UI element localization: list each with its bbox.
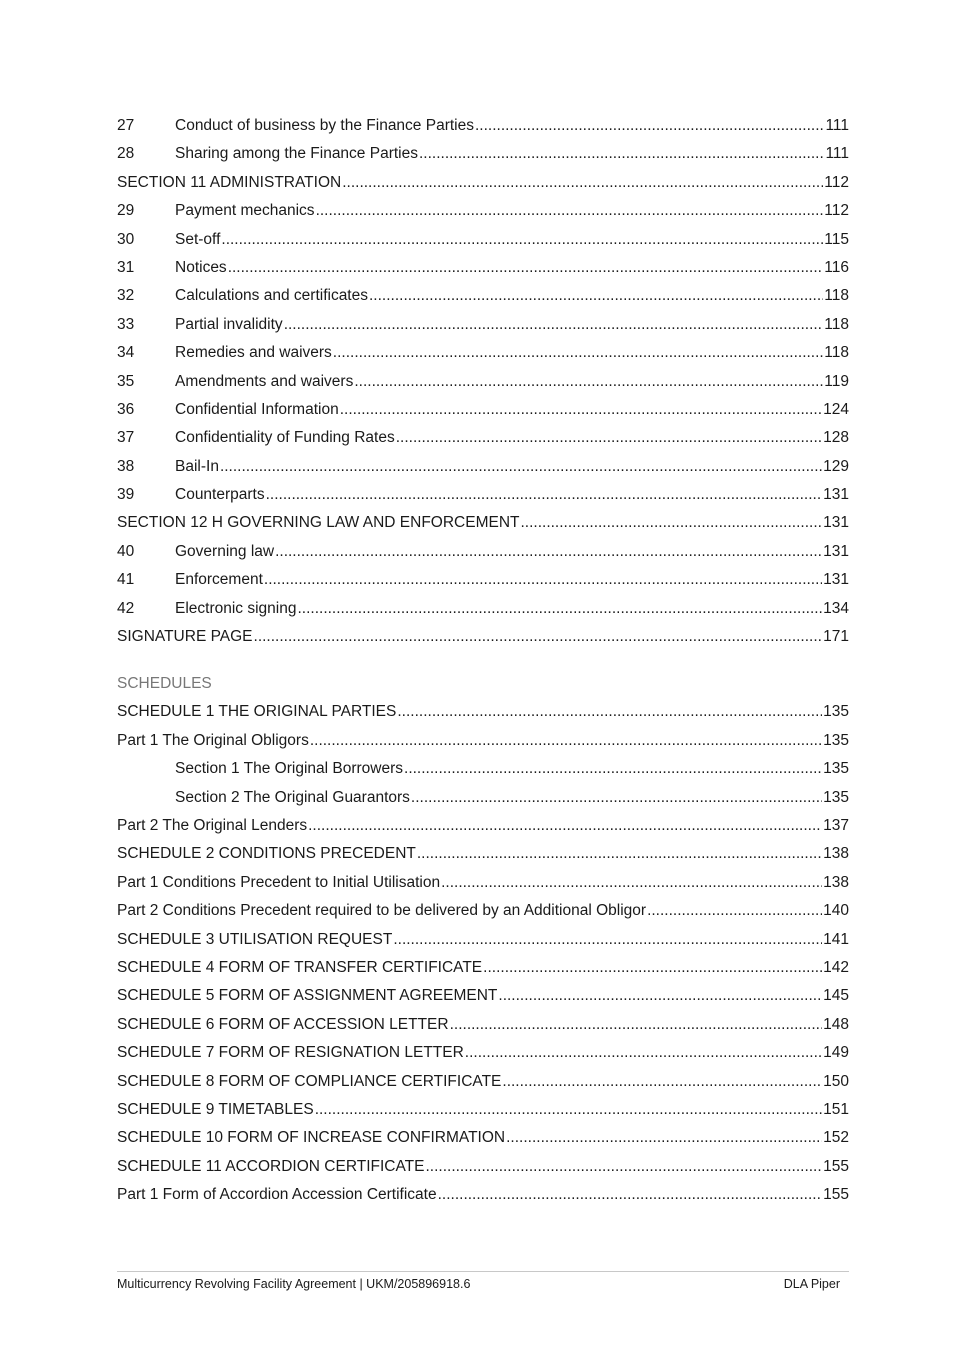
toc-entry-title: SECTION 12 H GOVERNING LAW AND ENFORCEMENT [117, 514, 520, 532]
toc-entry[interactable] [117, 595, 849, 623]
toc-entry[interactable] [117, 1153, 849, 1181]
toc-entry-number: 30 [117, 230, 135, 248]
toc-entry-number: 32 [117, 287, 135, 305]
toc-entry[interactable] [117, 982, 849, 1010]
toc-sections-list [117, 112, 849, 651]
toc-entry-page-number: 151 [823, 1100, 849, 1118]
toc-entry-title: Part 2 Conditions Precedent required to be delivered by an Additional Obligor [117, 902, 647, 920]
toc-entry-page-number: 138 [823, 845, 849, 863]
toc-entry[interactable] [117, 840, 849, 868]
toc-dot-leader [393, 926, 822, 954]
toc-dot-leader [465, 1039, 822, 1067]
toc-dot-leader [228, 254, 824, 282]
toc-entry-page-number: 118 [824, 344, 849, 362]
toc-entry-page-number: 149 [823, 1044, 849, 1062]
toc-entry-title: SCHEDULE 3 UTILISATION REQUEST [117, 930, 393, 948]
toc-entry-title: Calculations and certificates [175, 287, 368, 305]
toc-schedules-list [117, 698, 849, 1209]
toc-entry-page-number: 142 [823, 958, 849, 976]
toc-entry[interactable] [117, 926, 849, 954]
toc-entry-title: Part 1 Conditions Precedent to Initial Utilisation [117, 873, 441, 891]
toc-entry-title: Section 2 The Original Guarantors [175, 788, 410, 806]
toc-entry-page-number: 112 [824, 173, 849, 191]
toc-entry-title: Electronic signing [175, 599, 297, 617]
toc-dot-leader [266, 481, 823, 509]
toc-entry[interactable] [117, 339, 849, 367]
toc-dot-leader [498, 982, 822, 1010]
toc-entry-title: Counterparts [175, 486, 265, 504]
toc-entry-title: Section 1 The Original Borrowers [175, 760, 404, 778]
toc-entry-number: 33 [117, 315, 135, 333]
toc-entry[interactable] [117, 140, 849, 168]
toc-entry-page-number: 111 [825, 145, 849, 163]
toc-entry-page-number: 141 [823, 930, 849, 948]
toc-entry[interactable] [117, 368, 849, 396]
toc-entry-page-number: 118 [824, 287, 849, 305]
toc-entry-title: SCHEDULE 9 TIMETABLES [117, 1100, 314, 1118]
toc-entry[interactable] [117, 311, 849, 339]
toc-entry-title: Conduct of business by the Finance Parties [175, 117, 474, 134]
toc-entry-number: 40 [117, 542, 135, 560]
toc-dot-leader [220, 453, 822, 481]
toc-entry-title: SCHEDULE 1 THE ORIGINAL PARTIES [117, 703, 397, 721]
toc-entry-page-number: 128 [823, 429, 849, 447]
toc-entry-number: 35 [117, 372, 135, 390]
toc-entry-number: 28 [117, 145, 135, 163]
toc-entry[interactable] [117, 869, 849, 897]
toc-dot-leader [502, 1068, 822, 1096]
toc-entry[interactable] [117, 169, 849, 197]
toc-entry-title: SCHEDULE 10 FORM OF INCREASE CONFIRMATION [117, 1129, 506, 1147]
toc-entry-page-number: 138 [823, 873, 849, 891]
toc-dot-leader [310, 727, 822, 755]
toc-entry-page-number: 135 [823, 760, 849, 778]
toc-entry[interactable] [117, 784, 849, 812]
page-footer [117, 1277, 840, 1291]
toc-dot-leader [417, 840, 822, 868]
toc-entry-number: 38 [117, 457, 135, 475]
toc-dot-leader [340, 396, 822, 424]
toc-entry-page-number: 137 [823, 816, 849, 834]
toc-entry[interactable] [117, 424, 849, 452]
toc-entry-title: Amendments and waivers [175, 372, 354, 390]
toc-entry-page-number: 135 [823, 788, 849, 806]
toc-entry-number: 31 [117, 258, 135, 276]
toc-dot-leader [354, 368, 823, 396]
schedules-heading: SCHEDULES [117, 675, 212, 693]
toc-dot-leader [506, 1124, 822, 1152]
toc-entry-page-number: 131 [823, 486, 849, 504]
toc-entry-title: Remedies and waivers [175, 344, 332, 362]
toc-dot-leader [438, 1181, 823, 1209]
toc-entry-page-number: 111 [825, 117, 849, 134]
toc-entry[interactable] [117, 755, 849, 783]
toc-entry[interactable] [117, 396, 849, 424]
toc-dot-leader [396, 424, 822, 452]
toc-dot-leader [441, 869, 822, 897]
footer-document-reference: Multicurrency Revolving Facility Agreement | UKM/205896918.6 [117, 1277, 471, 1291]
toc-entry-title: Part 1 The Original Obligors [117, 731, 309, 749]
toc-entry[interactable] [117, 1124, 849, 1152]
toc-entry-title: SCHEDULE 4 FORM OF TRANSFER CERTIFICATE [117, 958, 483, 976]
toc-dot-leader [483, 954, 822, 982]
toc-entry-number: 39 [117, 486, 135, 504]
toc-entry[interactable] [117, 812, 849, 840]
toc-entry[interactable] [117, 623, 849, 651]
toc-dot-leader [369, 282, 823, 310]
toc-entry-title: SECTION 11 ADMINISTRATION [117, 173, 342, 191]
toc-entry-number: 29 [117, 202, 135, 220]
toc-entry[interactable] [117, 1011, 849, 1039]
toc-entry-title: SCHEDULE 7 FORM OF RESIGNATION LETTER [117, 1044, 464, 1062]
footer-firm-name: DLA Piper [783, 1277, 840, 1291]
toc-entry-title: SCHEDULE 2 CONDITIONS PRECEDENT [117, 845, 416, 863]
toc-entry[interactable] [117, 226, 849, 254]
toc-entry-page-number: 115 [824, 230, 849, 248]
toc-dot-leader [419, 140, 824, 168]
toc-entry[interactable] [117, 481, 849, 509]
toc-entry-title: Part 1 Form of Accordion Accession Certificate [117, 1186, 437, 1204]
toc-entry[interactable] [117, 1181, 849, 1209]
toc-entry[interactable] [117, 197, 849, 225]
toc-entry-page-number: 116 [824, 258, 849, 276]
toc-entry-number: 27 [117, 117, 135, 134]
toc-dot-leader [264, 566, 822, 594]
toc-entry-title: SIGNATURE PAGE [117, 628, 253, 646]
toc-entry-title: Confidential Information [175, 400, 339, 418]
toc-entry-title: Notices [175, 258, 227, 276]
toc-entry[interactable] [117, 254, 849, 282]
toc-entry-title: Partial invalidity [175, 315, 283, 333]
toc-entry-title: Bail-In [175, 457, 219, 475]
toc-entry[interactable] [117, 954, 849, 982]
toc-entry[interactable] [117, 1096, 849, 1124]
toc-dot-leader [475, 112, 824, 140]
toc-entry-page-number: 171 [823, 628, 849, 646]
toc-entry[interactable] [117, 566, 849, 594]
toc-dot-leader [254, 623, 823, 651]
toc-entry-title: Set-off [175, 230, 221, 248]
toc-entry[interactable] [117, 698, 849, 726]
toc-dot-leader [342, 169, 823, 197]
toc-entry-page-number: 131 [823, 514, 849, 532]
toc-dot-leader [275, 538, 822, 566]
toc-entry-number: 42 [117, 599, 135, 617]
toc-entry-title: SCHEDULE 6 FORM OF ACCESSION LETTER [117, 1015, 449, 1033]
toc-entry-page-number: 129 [823, 457, 849, 475]
toc-entry[interactable] [117, 282, 849, 310]
toc-entry-page-number: 148 [823, 1015, 849, 1033]
toc-entry-page-number: 131 [823, 542, 849, 560]
toc-entry-page-number: 155 [823, 1157, 849, 1175]
toc-entry-page-number: 118 [824, 315, 849, 333]
toc-dot-leader [397, 698, 822, 726]
toc-entry[interactable] [117, 509, 849, 537]
toc-entry[interactable] [117, 112, 849, 140]
toc-entry-page-number: 145 [823, 987, 849, 1005]
toc-entry-number: 37 [117, 429, 135, 447]
toc-dot-leader [316, 197, 824, 225]
toc-entry-page-number: 134 [823, 599, 849, 617]
toc-dot-leader [411, 784, 822, 812]
toc-entry-page-number: 124 [823, 400, 849, 418]
toc-entry-page-number: 150 [823, 1072, 849, 1090]
toc-dot-leader [404, 755, 822, 783]
toc-dot-leader [450, 1011, 823, 1039]
toc-entry[interactable] [117, 727, 849, 755]
toc-entry-title: SCHEDULE 8 FORM OF COMPLIANCE CERTIFICATE [117, 1072, 502, 1090]
toc-entry-page-number: 152 [823, 1129, 849, 1147]
toc-dot-leader [297, 595, 822, 623]
toc-dot-leader [221, 226, 823, 254]
toc-entry[interactable] [117, 1039, 849, 1067]
toc-entry-page-number: 119 [824, 372, 849, 390]
toc-entry-number: 41 [117, 571, 135, 589]
footer-divider [117, 1271, 849, 1272]
toc-entry-page-number: 135 [823, 703, 849, 721]
toc-entry-title: Enforcement [175, 571, 263, 589]
toc-dot-leader [315, 1096, 822, 1124]
toc-entry[interactable] [117, 538, 849, 566]
toc-entry-page-number: 140 [823, 902, 849, 920]
toc-entry-number: 36 [117, 400, 135, 418]
toc-dot-leader [333, 339, 823, 367]
toc-entry[interactable] [117, 897, 849, 925]
toc-dot-leader [308, 812, 822, 840]
table-of-contents [117, 112, 849, 1209]
toc-entry-title: Governing law [175, 542, 275, 560]
toc-entry-page-number: 131 [823, 571, 849, 589]
toc-entry-title: Confidentiality of Funding Rates [175, 429, 395, 447]
toc-entry-title: Sharing among the Finance Parties [175, 145, 418, 163]
toc-entry-title: SCHEDULE 11 ACCORDION CERTIFICATE [117, 1157, 425, 1175]
toc-entry[interactable] [117, 453, 849, 481]
toc-entry-title: Part 2 The Original Lenders [117, 816, 308, 834]
toc-entry-page-number: 135 [823, 731, 849, 749]
toc-dot-leader [284, 311, 824, 339]
toc-dot-leader [647, 897, 822, 925]
toc-dot-leader [520, 509, 822, 537]
toc-entry-number: 34 [117, 344, 135, 362]
toc-entry-title: Payment mechanics [175, 202, 315, 220]
toc-entry[interactable] [117, 1068, 849, 1096]
toc-entry-page-number: 112 [824, 202, 849, 220]
toc-entry-page-number: 155 [823, 1186, 849, 1204]
toc-entry-title: SCHEDULE 5 FORM OF ASSIGNMENT AGREEMENT [117, 987, 498, 1005]
toc-dot-leader [425, 1153, 822, 1181]
